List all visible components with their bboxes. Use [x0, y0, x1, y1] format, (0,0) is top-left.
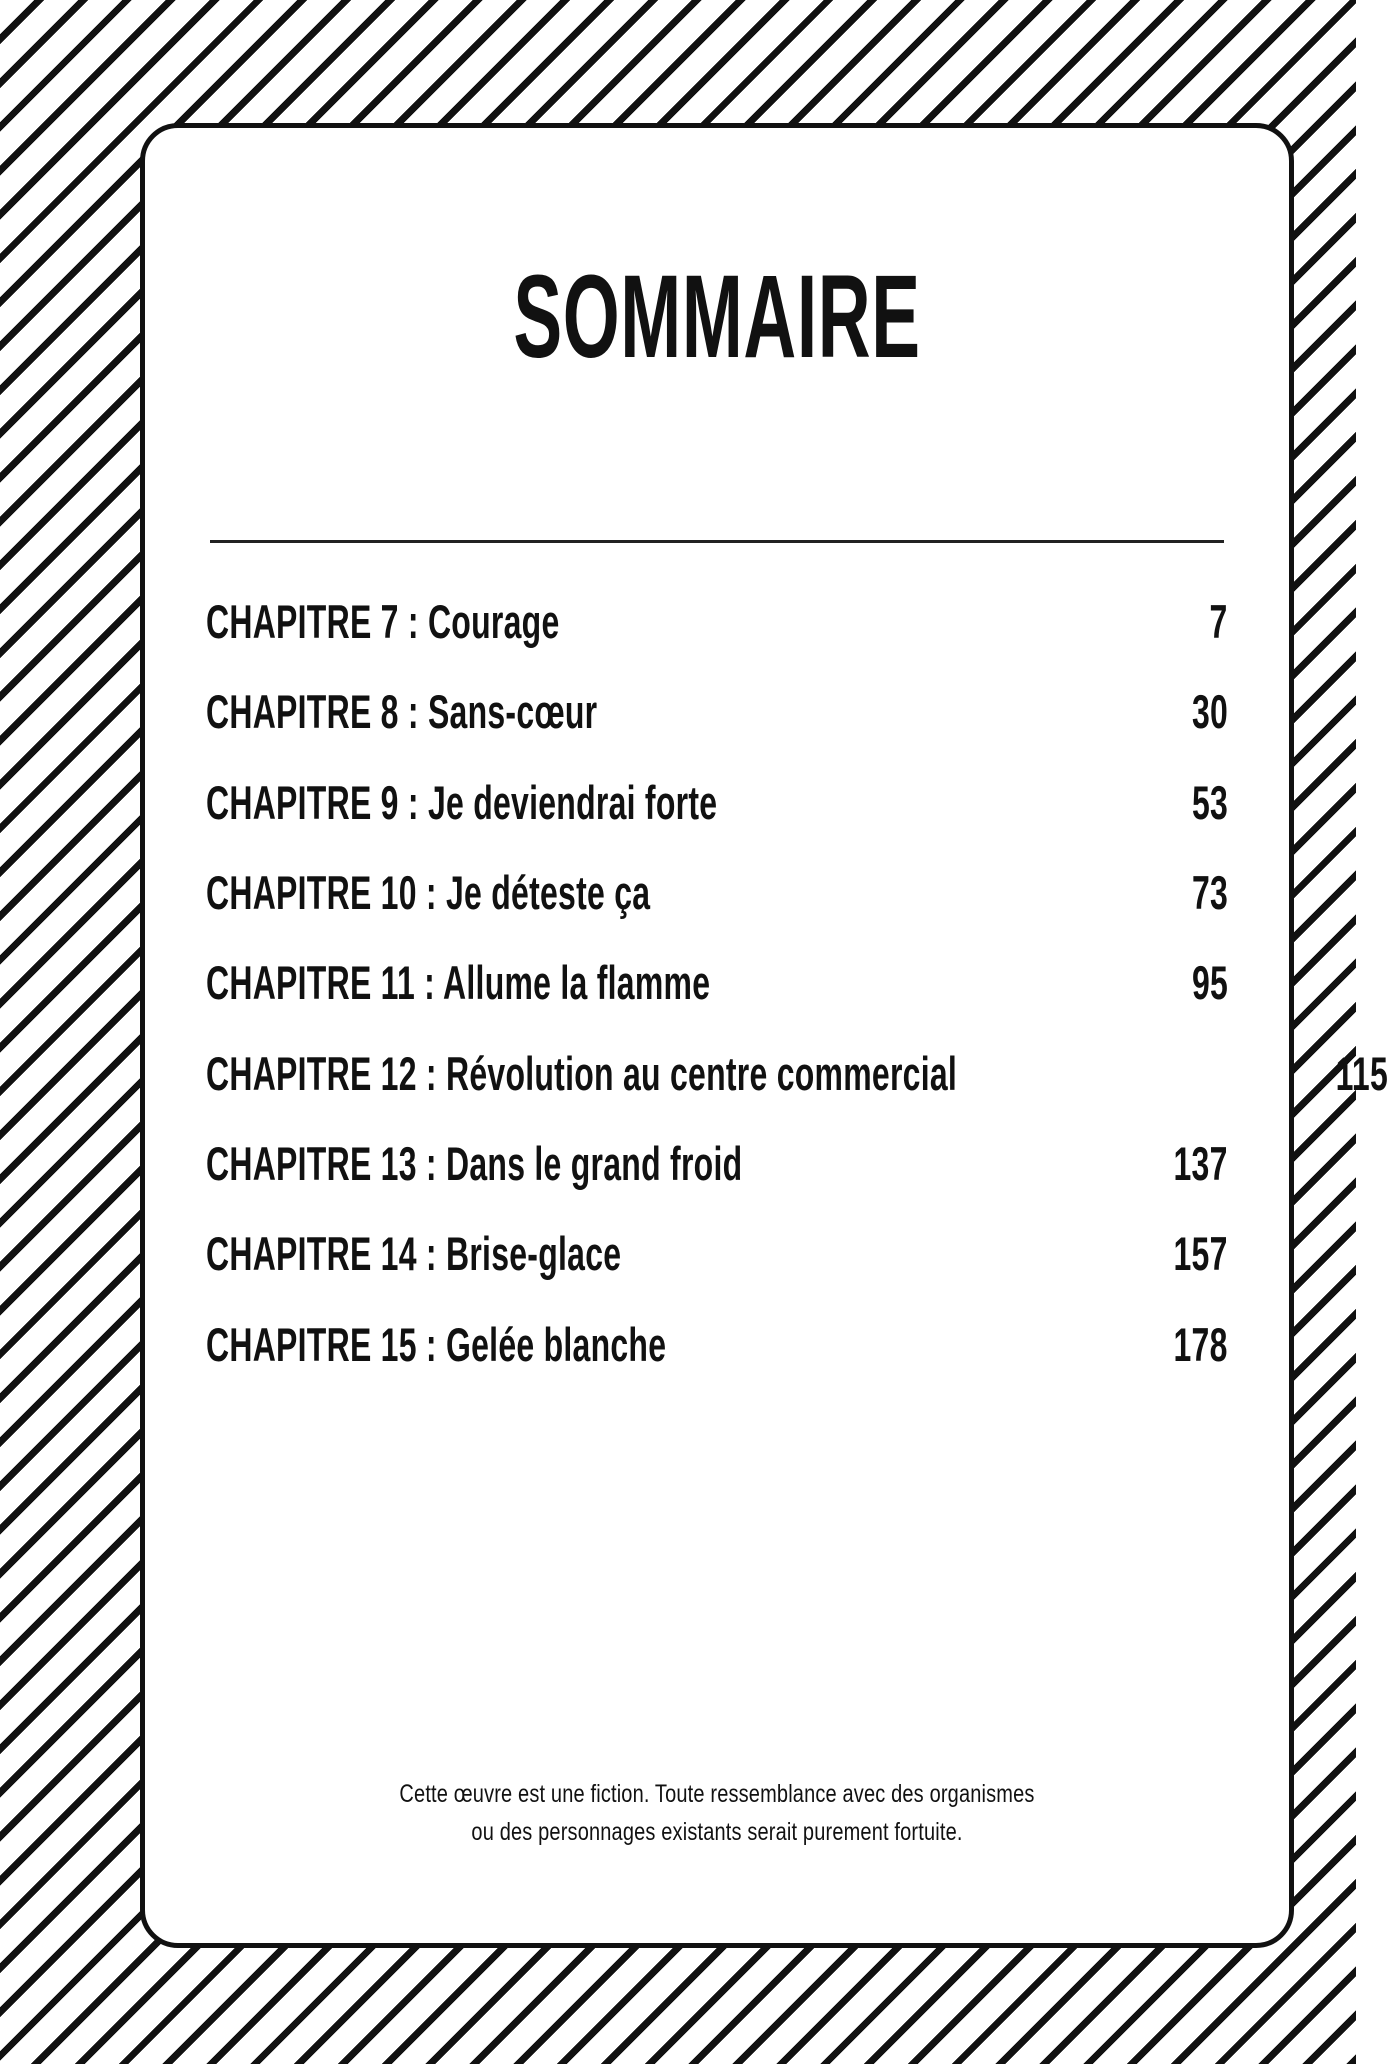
toc-entry-label: CHAPITRE 9 : Je deviendrai forte	[206, 775, 718, 829]
toc-entry-page: 137	[1173, 1137, 1228, 1191]
toc-entry-label: CHAPITRE 14 : Brise-glace	[206, 1227, 622, 1281]
toc-entry-label: CHAPITRE 8 : Sans-cœur	[206, 685, 598, 739]
title-divider	[210, 540, 1224, 543]
toc-entry-page: 7	[1209, 595, 1228, 648]
toc-entry-page: 73	[1191, 866, 1228, 920]
toc-entry-page: 95	[1191, 956, 1228, 1010]
list-item[interactable]	[206, 1046, 1388, 1100]
list-item[interactable]	[206, 866, 1228, 920]
disclaimer-line-1: Cette œuvre est une fiction. Toute ressemblance avec des organismes	[399, 1780, 1035, 1808]
toc-entry-page: 157	[1173, 1227, 1228, 1281]
toc-entry-label: CHAPITRE 11 : Allume la flamme	[206, 956, 711, 1010]
list-item[interactable]	[206, 1317, 1228, 1371]
toc-entry-label: CHAPITRE 12 : Révolution au centre commercial	[206, 1046, 958, 1100]
content-card	[140, 123, 1388, 1948]
list-item[interactable]	[206, 1227, 1228, 1281]
disclaimer-line-2: ou des personnages existants serait purement fortuite.	[471, 1817, 963, 1846]
list-item[interactable]	[206, 956, 1228, 1010]
toc-entry-page: 115	[1335, 1046, 1388, 1100]
list-item[interactable]	[206, 775, 1228, 829]
toc-entry-label: CHAPITRE 15 : Gelée blanche	[206, 1317, 667, 1371]
card-inner	[145, 128, 1388, 1943]
list-item[interactable]	[206, 685, 1228, 739]
toc-entry-page: 178	[1173, 1317, 1228, 1371]
toc-entry-label: CHAPITRE 7 : Courage	[206, 595, 560, 648]
toc-entry-label: CHAPITRE 13 : Dans le grand froid	[206, 1137, 743, 1191]
toc-entry-label: CHAPITRE 10 : Je déteste ça	[206, 866, 651, 920]
list-item[interactable]	[206, 597, 1228, 646]
legal-disclaimer	[200, 1776, 1234, 1851]
list-item[interactable]	[206, 1137, 1228, 1191]
toc-entry-page: 53	[1191, 775, 1228, 829]
toc-entry-page: 30	[1191, 685, 1228, 739]
table-of-contents	[200, 595, 1388, 1371]
page-title: SOMMAIRE	[513, 251, 921, 383]
